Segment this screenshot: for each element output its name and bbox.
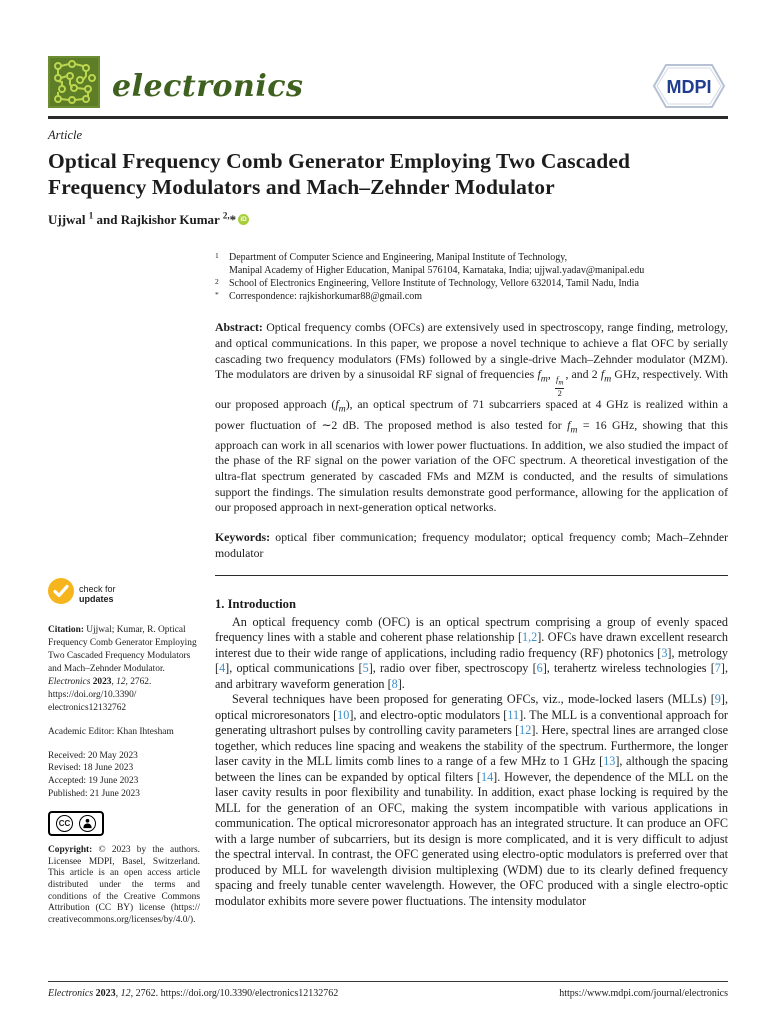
journal-wordmark: electronics <box>112 68 304 104</box>
cc-by-person-icon <box>79 815 96 832</box>
journal-logo-group <box>48 56 303 108</box>
masthead <box>48 0 728 109</box>
citation-ref[interactable]: 9 <box>714 692 721 707</box>
check-for-updates-label: check for updates <box>79 583 116 604</box>
revised-date: Revised: 18 June 2023 <box>48 763 134 774</box>
citation-ref[interactable]: 13 <box>603 754 616 769</box>
article-title: Optical Frequency Comb Generator Employing Two Cascaded Frequency Modulators and Mach–Zehnder Modulator <box>48 149 631 199</box>
citation-ref[interactable]: 3 <box>661 645 668 660</box>
correspondence-row <box>215 290 728 303</box>
header-rule <box>48 116 728 119</box>
footer-journal-url[interactable]: https://www.mdpi.com/journal/electronics <box>559 988 728 999</box>
citation-ref[interactable]: 10 <box>337 707 350 722</box>
correspondence-text: Correspondence: rajkishorkumar88@gmail.com <box>229 291 423 303</box>
footer-rule <box>48 981 728 982</box>
history-dates <box>48 750 200 800</box>
abstract <box>215 320 728 516</box>
citation-block: Citation: Ujjwal; Kumar, R. Optical Frequency Comb Generator Employing Two Cascaded Frequency Modulators and Mach–Zehnder Modulator. Electronics 2023, 12, 2762. https://doi.org/10.3390/electronics12132762 <box>48 625 197 714</box>
footer-citation: Electronics 2023, 12, 2762. https://doi.org/10.3390/electronics12132762 <box>48 988 339 999</box>
keywords-divider <box>215 575 728 576</box>
citation-ref[interactable]: 11 <box>507 707 520 722</box>
article-type-label: Article <box>48 128 83 142</box>
affiliation-marker: 2 <box>215 277 219 287</box>
affiliations <box>215 251 728 303</box>
citation-ref[interactable]: 12 <box>519 723 532 738</box>
citation-ref[interactable]: 8 <box>391 676 398 691</box>
main-column <box>215 251 728 926</box>
citation-ref[interactable]: 4 <box>219 661 226 676</box>
content-columns <box>48 251 728 926</box>
affiliation-row <box>215 251 728 277</box>
section-heading-introduction: 1. Introduction <box>215 596 296 611</box>
intro-paragraph-2: Several techniques have been proposed for generating OFCs, viz., mode-locked lasers (MLLs) [9], optical microresonators [10], and electro-optic modulators [11]. The MLL is a conventional approach for generating ultrashort pulses by controlling cavity parameters [12]. Here, spectral lines are arranged close together, which reduces line spacing and weakens the stability of the spectrum. Furthermore, the longer laser cavity in the MLL limits comb lines to a range of a few MHz to 1 GHz [13], although the spacing between the lines can be expanded by optical filters [14]. However, the dependence of the MLL on the laser cavity results in poor flexibility and tunability. In addition, exact phase locking is required by the MLL for the generation of an OFC, making the system incompatible with various applications in communication. The optical microresonator approach has an integrated structure. It can produce an OFC with a large number of subcarriers, but its design is more complicated, and it is very difficult to adjust the spectral interval. In contrast, the OFC generated using electro-optic modulators is preferred over that produced by MLL for wavelength division multiplexing (WDM) due to its clearly defined frequency spacing and freely tunable center wavelength. However, the OFC produced with a single electro-optic modulator exhibits more severe power fluctuations. The intensity modulator <box>215 692 728 908</box>
author-names: Ujjwal $^1$ and Rajkishor Kumar $^{2,}$* <box>48 211 237 228</box>
correspondence-marker: * <box>215 290 219 300</box>
academic-editor: Academic Editor: Khan Ihtesham <box>48 727 174 738</box>
authors-line <box>48 211 728 228</box>
citation-ref[interactable]: 6 <box>536 661 543 676</box>
orcid-icon[interactable]: iD <box>238 214 249 225</box>
affiliation-marker: 1 <box>215 251 219 261</box>
keywords-text: optical fiber communication; frequency modulator; optical frequency comb; Mach–Zehnder modulator <box>215 530 729 560</box>
check-for-updates-badge[interactable] <box>48 578 200 609</box>
svg-text:MDPI: MDPI <box>666 77 712 97</box>
abstract-text: Optical frequency combs (OFCs) are extensively used in spectroscopy, range finding, metrology, and optical communications. In this paper, we propose a novel technique to achieve a flat OFC by serially cascading two frequency modulators (FMs) followed by a single-drive Mach–Zehnder modulator (MZM). The modulators are driven by a sinusoidal RF signal of frequencies $f_m$, $\frac{f_m}{2}$ , and 2 $f_m$ GHz, respectively. With our proposed approach $(f_m)$, an optical spectrum of 71 subcarriers spaced at 4 GHz is realized within a power fluctuation of ∼2 dB. The proposed method is also tested for $f_m = 16$ GHz, showing that this approach can work in all scenarios with lower power fluctuations. In addition, we also studied the impact of the phase of the RF signal on the power variation of the OFC spectrum. A theoretical investigation of the ultra-flat spectrum generated by cascaded FMs and MZM is conducted, and the results of simulations support the findings. The simulation results demonstrate good performance, allowing for the application of our proposed approach in next-generation optical networks. <box>215 320 728 515</box>
accepted-date: Accepted: 19 June 2023 <box>48 776 139 787</box>
cc-by-license-badge[interactable] <box>48 811 104 836</box>
intro-paragraph-1: An optical frequency comb (OFC) is an optical spectrum comprising a group of evenly spaced frequency lines with a stable and coherent phase relationship [1,2]. OFCs have drawn excellent research interest due to their wide range of applications, including radio frequency (RF) photonics [3], metrology [4], optical communications [5], radio over fiber, spectroscopy [6], terahertz wireless technologies [7], and arbitrary waveform generation [8]. <box>215 614 729 691</box>
mdpi-logo[interactable] <box>650 62 728 115</box>
page-footer <box>48 981 728 999</box>
affiliation-text: School of Electronics Engineering, Vellore Institute of Technology, Vellore 632014, Tamil Nadu, India <box>229 278 639 290</box>
copyright-block: Copyright: © 2023 by the authors. Licensee MDPI, Basel, Switzerland. This article is an open access article distributed under the terms and conditions of the Creative Commons Attribution (CC BY) license (https://creativecommons.org/licenses/by/4.0/). <box>48 845 200 925</box>
check-circle-icon <box>48 578 74 609</box>
keywords <box>215 530 728 561</box>
affiliation-text: Department of Computer Science and Engineering, Manipal Institute of Technology, Manipal Academy of Higher Education, Manipal 576104, Karnataka, India; ujjwal.yadav@manipal.edu <box>229 252 645 277</box>
keywords-label: Keywords: <box>215 530 271 545</box>
citation-ref[interactable]: 1,2 <box>522 630 538 645</box>
published-date: Published: 21 June 2023 <box>48 788 140 799</box>
cc-icon: CC <box>56 815 73 832</box>
abstract-label: Abstract: <box>215 320 263 335</box>
citation-ref[interactable]: 5 <box>362 661 369 676</box>
citation-ref[interactable]: 7 <box>714 661 721 676</box>
margin-sidebar <box>48 251 200 926</box>
received-date: Received: 20 May 2023 <box>48 750 138 761</box>
citation-ref[interactable]: 14 <box>480 769 494 784</box>
electronics-journal-logo-icon <box>48 56 100 108</box>
affiliation-row <box>215 277 728 290</box>
